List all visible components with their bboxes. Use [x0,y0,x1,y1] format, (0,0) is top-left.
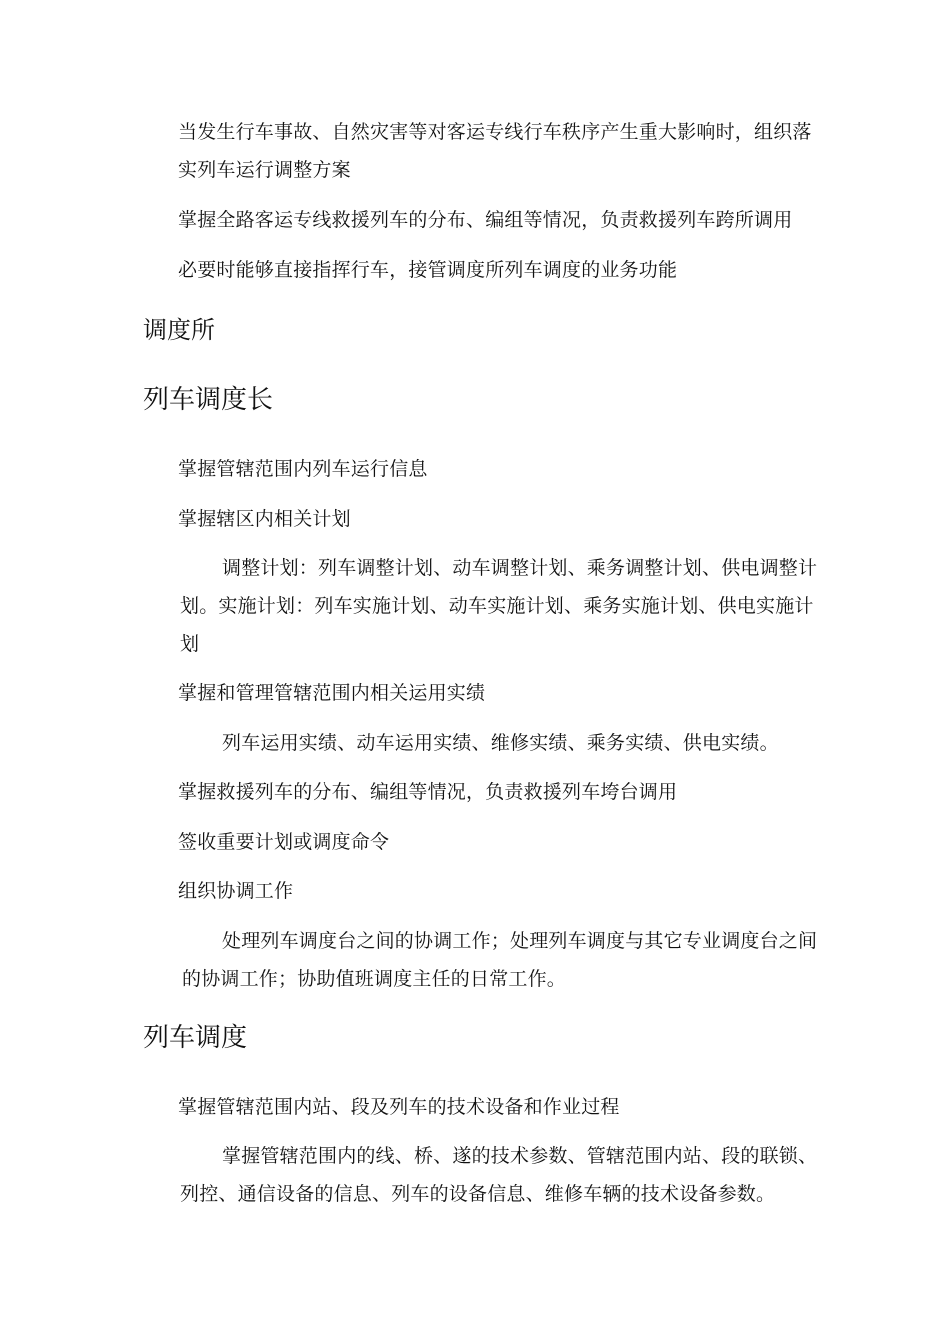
paragraph-rescue-train-dispatch: 掌握救援列车的分布、编组等情况，负责救援列车垮台调用 [178,781,678,803]
paragraph-operation-results-detail: 列车运用实绩、动车运用实绩、维修实绩、乘务实绩、供电实绩。 [222,732,779,754]
heading-dispatch-office: 调度所 [143,316,215,344]
paragraph-related-plans: 掌握辖区内相关计划 [178,508,351,530]
paragraph-train-running-info: 掌握管辖范围内列车运行信息 [178,458,428,480]
paragraph-direct-command: 必要时能够直接指挥行车，接管调度所列车调度的业务功能 [178,259,678,281]
paragraph-technical-equipment-detail-line1: 掌握管辖范围内的线、桥、遂的技术参数、管辖范围内站、段的联锁、 [222,1145,818,1167]
paragraph-technical-equipment-detail-line2: 列控、通信设备的信息、列车的设备信息、维修车辆的技术设备参数。 [180,1183,776,1205]
paragraph-coordination-detail-line1: 处理列车调度台之间的协调工作；处理列车调度与其它专业调度台之间 [222,930,818,952]
paragraph-accident-adjustment-line2: 实列车运行调整方案 [178,159,351,181]
paragraph-plan-details-line1: 调整计划：列车调整计划、动车调整计划、乘务调整计划、供电调整计 [222,557,818,579]
paragraph-rescue-train-distribution: 掌握全路客运专线救援列车的分布、编组等情况，负责救援列车跨所调用 [178,209,793,231]
paragraph-accident-adjustment-line1: 当发生行车事故、自然灾害等对客运专线行车秩序产生重大影响时，组织落 [178,121,812,143]
heading-train-dispatcher: 列车调度 [143,1023,248,1053]
paragraph-coordination-detail-line2: 的协调工作；协助值班调度主任的日常工作。 [182,968,567,990]
paragraph-operation-results: 掌握和管理管辖范围内相关运用实绩 [178,682,486,704]
paragraph-plan-details-line3: 划 [180,633,200,655]
paragraph-sign-orders: 签收重要计划或调度命令 [178,831,390,853]
paragraph-technical-equipment: 掌握管辖范围内站、段及列车的技术设备和作业过程 [178,1096,620,1118]
heading-train-dispatch-chief: 列车调度长 [143,385,274,415]
paragraph-plan-details-line2: 划。实施计划：列车实施计划、动车实施计划、乘务实施计划、供电实施计 [180,595,814,617]
paragraph-coordination: 组织协调工作 [178,880,294,902]
